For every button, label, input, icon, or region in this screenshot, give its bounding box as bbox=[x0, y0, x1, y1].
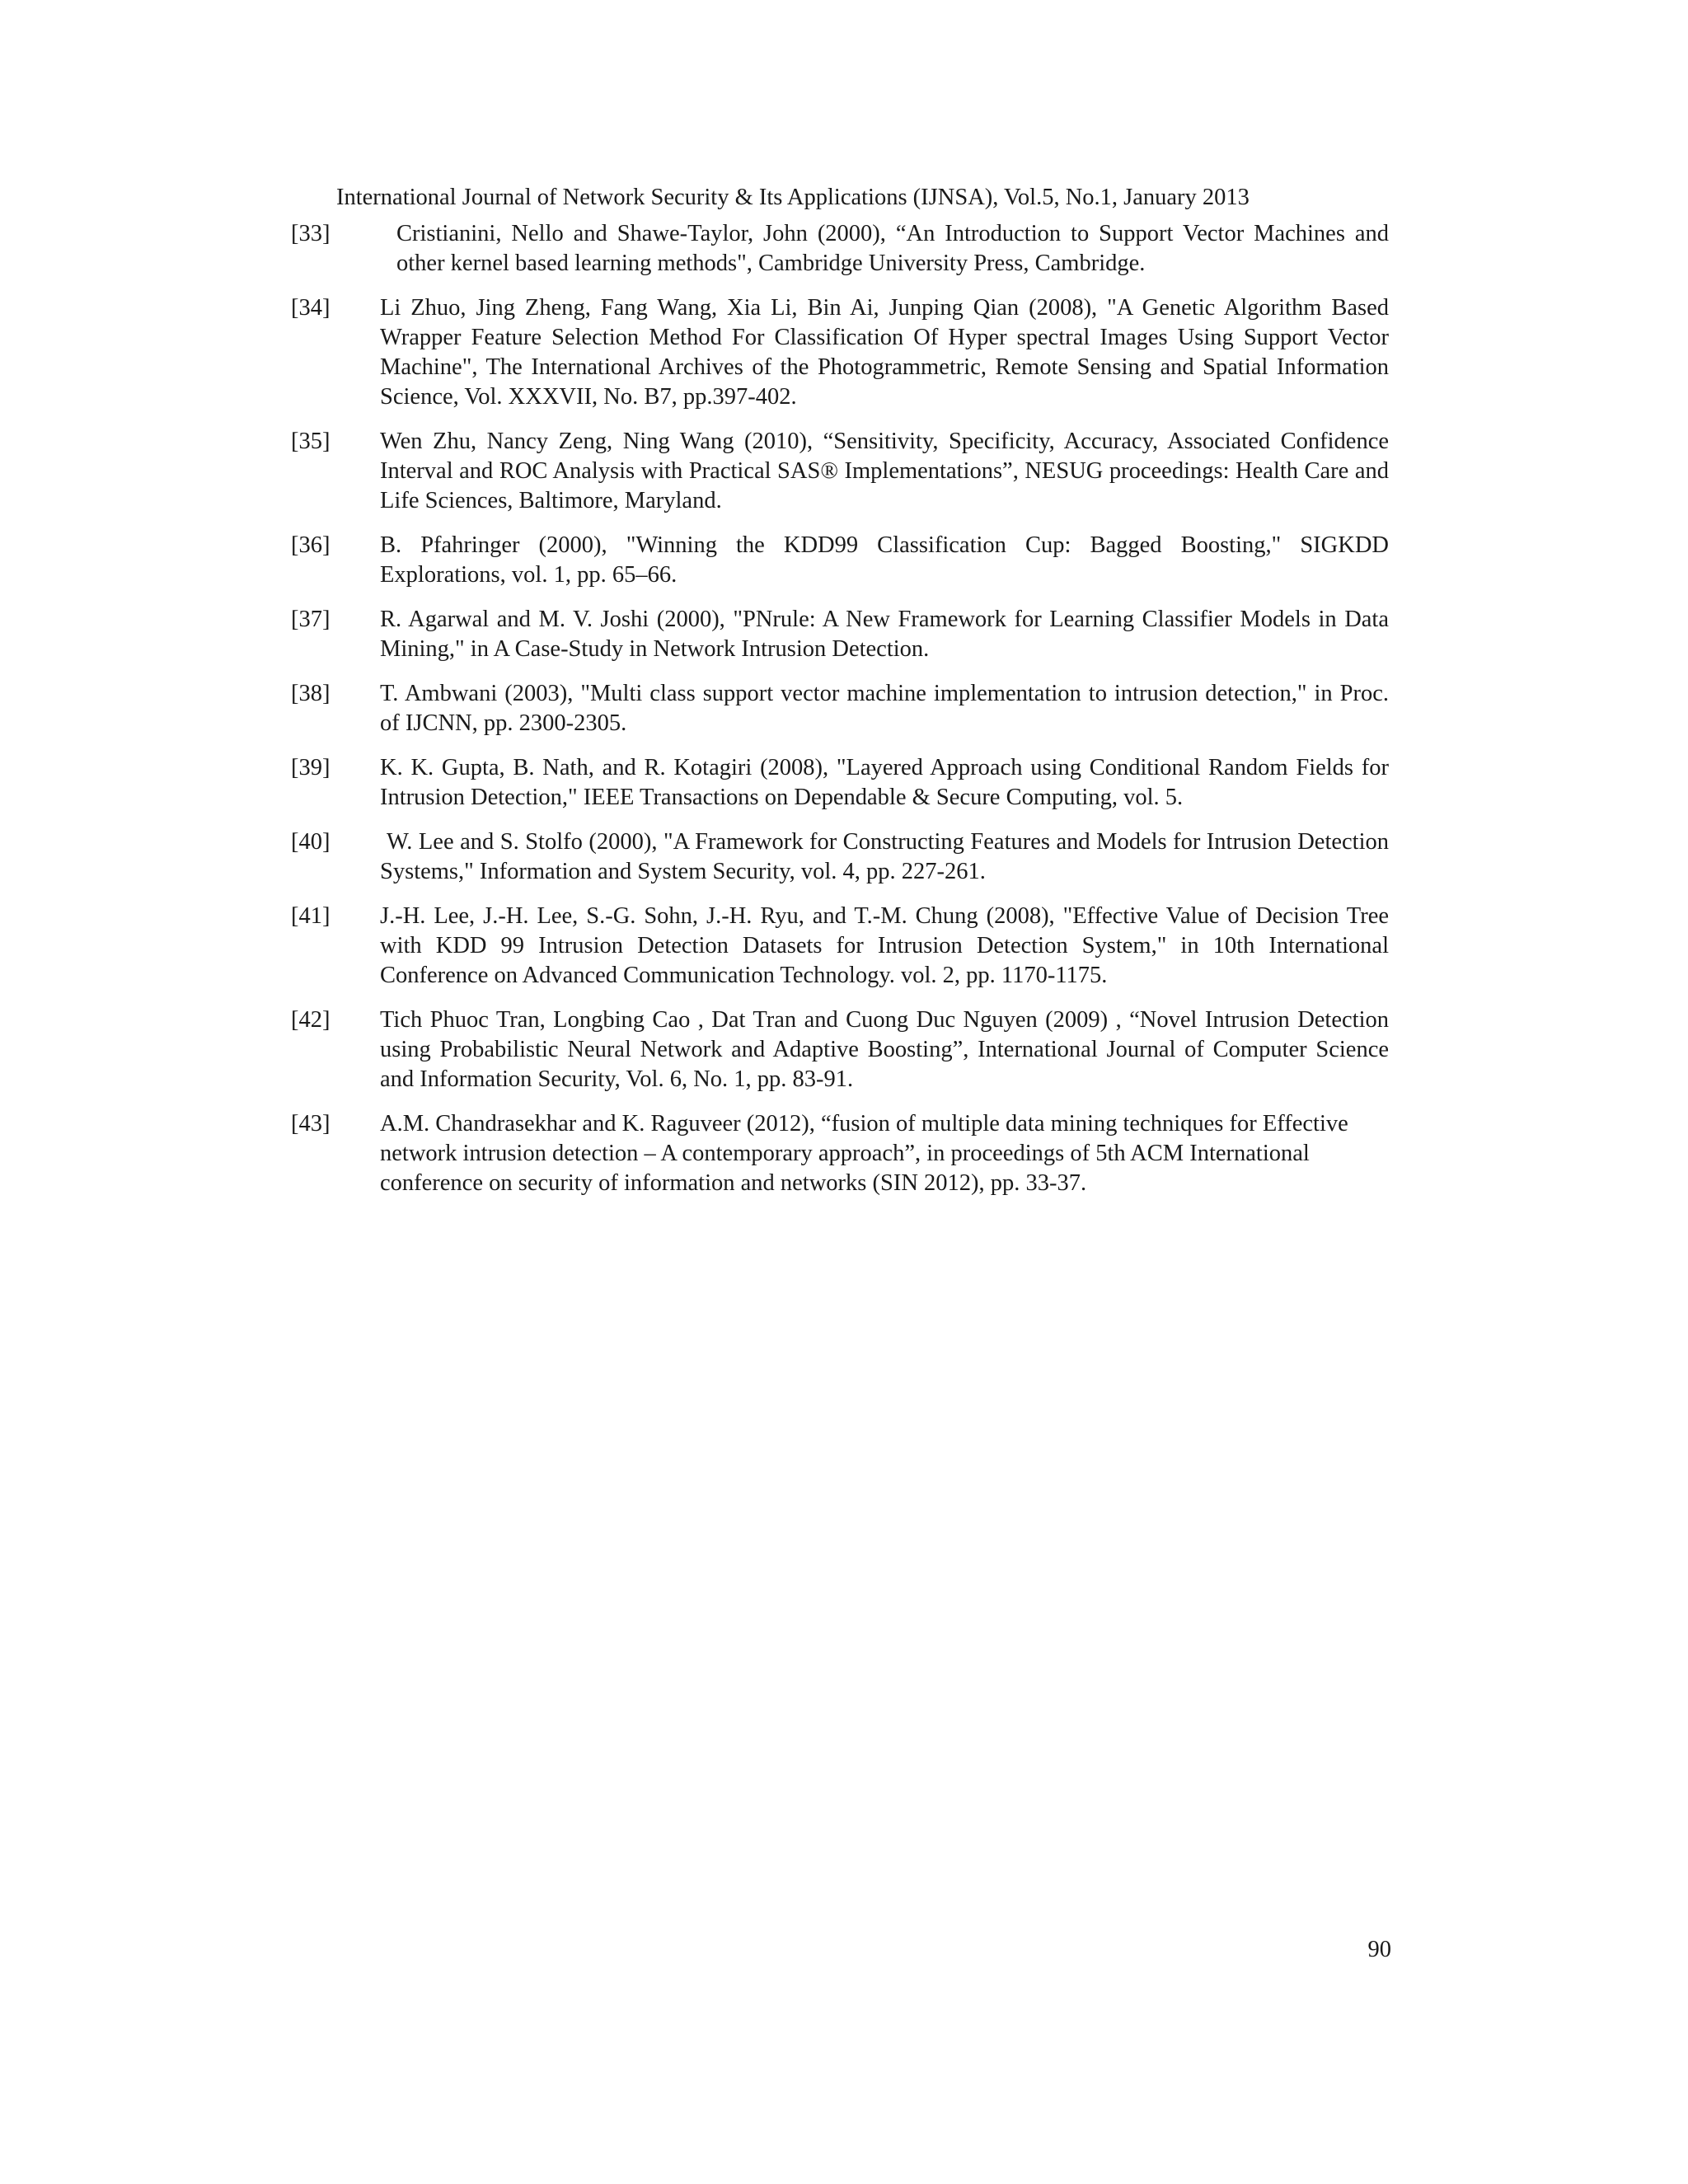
reference-item bbox=[291, 827, 1389, 887]
reference-item bbox=[291, 679, 1389, 738]
reference-text: T. Ambwani (2003), "Multi class support vector machine implementation to intrusion detection," in Proc. of IJCNN, pp. 2300-2305. bbox=[380, 681, 1389, 736]
reference-text: Li Zhuo, Jing Zheng, Fang Wang, Xia Li, Bin Ai, Junping Qian (2008), "A Genetic Algorithm Based Wrapper Feature Selection Method For Classification Of Hyper spectral Images Using Support Vector Machine", The International Archives of the Photogrammetric, Remote Sensing and Spatial Information Science, Vol. XXXVII, No. B7, pp.397-402. bbox=[380, 295, 1389, 410]
page-number: 90 bbox=[1367, 1937, 1391, 1962]
reference-number: [43] bbox=[291, 1111, 331, 1137]
reference-number: [41] bbox=[291, 903, 331, 929]
reference-text: A.M. Chandrasekhar and K. Raguveer (2012), “fusion of multiple data mining techniques for Effective network intrusion detection – A contemporary approach”, in proceedings of 5th ACM International conference on security of information and networks (SIN 2012), pp. 33-37. bbox=[380, 1111, 1348, 1196]
reference-item bbox=[291, 1005, 1389, 1094]
reference-text: J.-H. Lee, J.-H. Lee, S.-G. Sohn, J.-H. Ryu, and T.-M. Chung (2008), "Effective Value of Decision Tree with KDD 99 Intrusion Detection Datasets for Intrusion Detection System," in 10th International Conference on Advanced Communication Technology. vol. 2, pp. 1170-1175. bbox=[380, 903, 1389, 988]
reference-item bbox=[291, 219, 1389, 279]
reference-item bbox=[291, 605, 1389, 664]
reference-text: Wen Zhu, Nancy Zeng, Ning Wang (2010), “Sensitivity, Specificity, Accuracy, Associated Confidence Interval and ROC Analysis with Practical SAS® Implementations”, NESUG proceedings: Health Care and Life Sciences, Baltimore, Maryland. bbox=[380, 429, 1389, 513]
reference-number: [33] bbox=[291, 221, 331, 246]
reference-number: [38] bbox=[291, 681, 331, 706]
reference-text: Cristianini, Nello and Shawe-Taylor, John (2000), “An Introduction to Support Vector Machines and other kernel based learning methods", Cambridge University Press, Cambridge. bbox=[396, 221, 1389, 276]
reference-item bbox=[291, 427, 1389, 516]
reference-item bbox=[291, 293, 1389, 412]
reference-number: [42] bbox=[291, 1007, 331, 1033]
reference-item bbox=[291, 753, 1389, 813]
reference-text: K. K. Gupta, B. Nath, and R. Kotagiri (2008), "Layered Approach using Conditional Random Fields for Intrusion Detection," IEEE Transactions on Dependable & Secure Computing, vol. 5. bbox=[380, 755, 1389, 810]
reference-item bbox=[291, 902, 1389, 991]
reference-text: B. Pfahringer (2000), "Winning the KDD99 Classification Cup: Bagged Boosting," SIGKDD Explorations, vol. 1, pp. 65–66. bbox=[380, 532, 1389, 588]
reference-list bbox=[291, 219, 1389, 1198]
reference-number: [34] bbox=[291, 295, 331, 321]
reference-number: [39] bbox=[291, 755, 331, 780]
reference-number: [40] bbox=[291, 829, 331, 855]
reference-text: Tich Phuoc Tran, Longbing Cao , Dat Tran and Cuong Duc Nguyen (2009) , “Novel Intrusion Detection using Probabilistic Neural Network and Adaptive Boosting”, International Journal of Computer Science and Information Security, Vol. 6, No. 1, pp. 83-91. bbox=[380, 1007, 1389, 1092]
reference-text: R. Agarwal and M. V. Joshi (2000), "PNrule: A New Framework for Learning Classifier Models in Data Mining," in A Case-Study in Network Intrusion Detection. bbox=[380, 607, 1389, 662]
running-header: International Journal of Network Security & Its Applications (IJNSA), Vol.5, No.1, January 2013 bbox=[336, 185, 1250, 210]
reference-number: [37] bbox=[291, 607, 331, 632]
reference-item bbox=[291, 531, 1389, 590]
reference-item bbox=[291, 1109, 1389, 1198]
reference-text: W. Lee and S. Stolfo (2000), "A Framework for Constructing Features and Models for Intrusion Detection Systems," Information and System Security, vol. 4, pp. 227-261. bbox=[380, 829, 1389, 884]
reference-number: [35] bbox=[291, 429, 331, 454]
reference-number: [36] bbox=[291, 532, 331, 558]
